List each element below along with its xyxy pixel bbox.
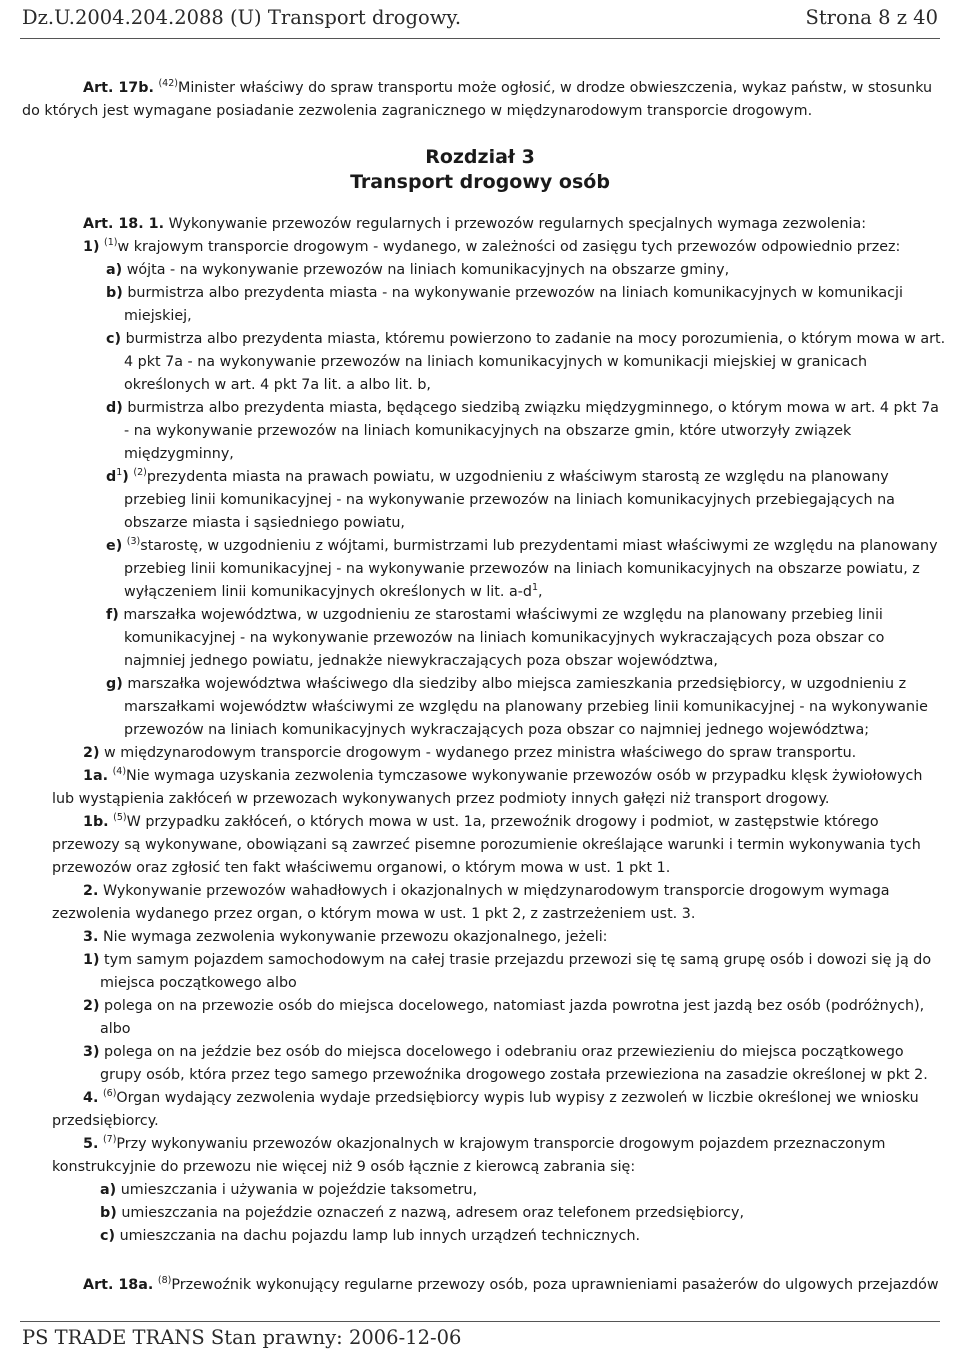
line-text: przedsiębiorcy. [52,1113,159,1129]
header-rule [20,38,940,39]
line-text: Wykonywanie przewozów wahadłowych i okazjonalnych w międzynarodowym transporcie drogowym wymaga [102,883,890,899]
text-line [83,1134,885,1154]
item-label: e) [106,538,123,554]
line-text: prezydenta miasta na prawach powiatu, w uzgodnieniu z właściwym starostą ze względu na planowany [146,469,889,485]
line-text: miejskiej, [124,308,192,324]
line-text: albo [100,1021,131,1037]
line-text: burmistrza albo prezydenta miasta - na wykonywanie przewozów na liniach komunikacyjnych w komunikacji [127,285,903,301]
line-text: umieszczania na dachu pojazdu lamp lub innych urządzeń technicznych. [119,1228,641,1244]
text-line [106,674,906,694]
line-text: umieszczania na pojeździe oznaczeń z nazwą, adresem oraz telefonem przedsiębiorcy, [121,1205,745,1221]
text-line [124,490,895,510]
item-label: 1b. [83,814,109,830]
text-line [52,904,695,924]
item-label: a) [106,262,123,278]
footnote-ref: (4) [112,766,127,777]
footnote-ref: (8) [157,1275,172,1286]
text-line [83,78,932,98]
line-text: burmistrza albo prezydenta miasta, któremu powierzono to zadanie na mocy porozumienia, o którym mowa w art. [125,331,946,347]
line-text: Organ wydający zezwolenia wydaje przedsiębiorcy wypis lub wypisy z zezwoleń w liczbie określonej we wniosku [116,1090,919,1106]
line-tail: , [538,584,543,600]
text-line [83,1042,904,1062]
footnote-ref: (1) [104,237,118,248]
text-line [52,858,670,878]
text-line [100,1226,640,1246]
line-text: miejsca początkowego albo [100,975,297,991]
line-text: zezwolenia wydanego przez organ, o którym mowa w ust. 1 pkt 2, z zastrzeżeniem ust. 3. [52,906,696,922]
item-label: a) [100,1182,117,1198]
line-text: przewozów na liniach komunikacyjnych wykraczających poza obszar co najmniej jednego województwa; [124,722,870,738]
line-text: burmistrza albo prezydenta miasta, będącego siedzibą związku międzygminnego, o którym mowa w art. 4 pkt 7a [127,400,939,416]
line-text: w krajowym transporcie drogowym - wydanego, w zależności od zasięgu tych przewozów odpowiednio przez: [117,239,901,255]
line-text: marszałka województwa, w uzgodnieniu ze starostami właściwymi ze względu na planowany przebieg linii [123,607,883,623]
line-text: tym samym pojazdem samochodowym na całej trasie przejazdu przewozi się tę samą grupę osób i dowozi się ją do [104,952,932,968]
line-text: przewozów oraz zgłosić ten fakt właściwemu organowi, o którym mowa w ust. 1 pkt 1. [52,860,671,876]
text-line [83,812,879,832]
text-line [83,996,924,1016]
label-superscript: 1 [116,467,123,478]
text-line [124,421,851,441]
line-text: marszałka województwa właściwego dla siedziby albo miejsca zamieszkania przedsiębiorcy, w uzgodnieniu z [127,676,907,692]
text-line [83,237,900,257]
item-label: 2) [83,745,100,761]
document-header-title: Dz.U.2004.204.2088 (U) Transport drogowy. [22,6,462,29]
footnote-ref: (7) [102,1134,117,1145]
line-text: przebieg linii komunikacyjnej - na wykonywanie przewozów na liniach komunikacyjnych na obszarze powiatu, z [124,561,920,577]
item-label: 2) [83,998,100,1014]
footnote-ref: (6) [102,1088,117,1099]
item-label: b) [106,285,123,301]
text-line [83,214,866,234]
line-text: przewozy są wykonywane, obowiązani są zawrzeć pisemne porozumienie określające warunki i termin wykonywania tych [52,837,921,853]
item-label: Art. 17b. [83,80,154,96]
text-line [83,766,922,786]
line-text: grupy osób, która przez tego samego przewoźnika drogowego została przewieziona na zasadzie określonej w pkt 2. [100,1067,928,1083]
item-label: g) [106,676,123,692]
line-text: konstrukcyjnie do przewozu nie więcej niż 9 osób łącznie z kierowcą zabrania się: [52,1159,636,1175]
text-line [124,444,234,464]
text-line [100,1019,131,1039]
text-line [52,789,829,809]
text-line [100,973,297,993]
text-line [106,467,889,487]
footnote-ref: (5) [113,812,127,823]
line-text: marszałkami województw właściwymi ze względu na planowany przebieg linii komunikacyjnej - na wykonywanie [124,699,928,715]
item-label: 1) [83,239,100,255]
item-label: 1a. [83,768,109,784]
line-text: określonych w art. 4 pkt 7a lit. a albo lit. b, [124,377,431,393]
line-text: wyłączeniem linii komunikacyjnych określonych w lit. a-d [124,584,532,600]
text-line [52,835,921,855]
item-label: 5. [83,1136,99,1152]
line-text: umieszczania i używania w pojeździe taksometru, [120,1182,478,1198]
line-text: - na wykonywanie przewozów na liniach komunikacyjnych na obszarze gmin, które utworzyły związek [124,423,852,439]
item-label: c) [106,331,122,347]
line-text: obszarze miasta i sąsiedniego powiatu, [124,515,405,531]
text-line [83,1275,939,1295]
item-label: Art. 18. 1. [83,216,165,232]
line-text: 4 pkt 7a - na wykonywanie przewozów na liniach komunikacyjnych w komunikacji miejskiej w granicach [124,354,868,370]
text-line [124,306,192,326]
text-line [124,352,867,372]
text-line [106,260,729,280]
line-text: polega on na jeździe bez osób do miejsca docelowego i odebraniu oraz przewiezieniu do miejsca początkowego [104,1044,904,1060]
text-line [106,329,945,349]
item-label: b) [100,1205,117,1221]
item-label: f) [106,607,119,623]
line-text: Nie wymaga zezwolenia wykonywanie przewozu okazjonalnego, jeżeli: [102,929,608,945]
line-text: międzygminny, [124,446,234,462]
item-label-suffix: ) [122,469,129,485]
line-text: lub wystąpienia zakłóceń w przewozach wykonywanych przez podmioty innych gałęzi niż transport drogowy. [52,791,830,807]
text-line [106,398,939,418]
line-text: najmniej jednego powiatu, jednakże niewykraczających poza obszar województwa, [124,653,718,669]
text-line [83,881,890,901]
text-line [83,950,931,970]
text-line [124,697,928,717]
line-text: komunikacyjnej - na wykonywanie przewozów na liniach komunikacyjnych wykraczających poza obszar co [124,630,885,646]
document-footer: PS TRADE TRANS Stan prawny: 2006-12-06 [22,1326,462,1349]
line-text: do których jest wymagane posiadanie zezwolenia zagranicznego w międzynarodowym transporcie drogowym. [22,103,813,119]
text-line [52,1111,159,1131]
chapter-number: Rozdział 3 [425,146,535,168]
item-label: 3) [83,1044,100,1060]
line-text: Wykonywanie przewozów regularnych i przewozów regularnych specjalnych wymaga zezwolenia: [168,216,867,232]
line-text: Nie wymaga uzyskania zezwolenia tymczasowe wykonywanie przewozów osób w przypadku klęsk żywiołowych [126,768,923,784]
line-text: w międzynarodowym transporcie drogowym - wydanego przez ministra właściwego do spraw transportu. [104,745,857,761]
line-text: W przypadku zakłóceń, o których mowa w ust. 1a, przewoźnik drogowy i podmiot, w zastępstwie którego [126,814,879,830]
item-label: Art. 18a. [83,1277,154,1293]
text-line [124,720,869,740]
item-label: 4. [83,1090,99,1106]
footnote-ref: (42) [158,78,178,89]
item-label: c) [100,1228,116,1244]
line-text: Przy wykonywaniu przewozów okazjonalnych w krajowym transporcie drogowym pojazdem przeznaczonym [116,1136,886,1152]
text-line [106,283,903,303]
footnote-ref: (3) [126,536,141,547]
text-line [52,1157,635,1177]
text-line [124,375,431,395]
footnote-ref: (2) [133,467,147,478]
item-label: d) [106,400,123,416]
item-label: 2. [83,883,99,899]
item-label: d [106,469,117,485]
text-line [22,101,812,121]
text-line [124,651,718,671]
text-line [124,628,884,648]
text-line [83,927,608,947]
text-line [124,559,920,579]
line-text: polega on na przewozie osób do miejsca docelowego, natomiast jazda powrotna jest jazdą bez osób (podróżnych), [104,998,925,1014]
item-label: 3. [83,929,99,945]
text-line [100,1180,477,1200]
chapter-title: Transport drogowy osób [350,171,610,193]
text-line [100,1065,928,1085]
line-text: starostę, w uzgodnieniu z wójtami, burmistrzami lub prezydentami miast właściwymi ze względu na planowany [140,538,938,554]
text-line [106,605,883,625]
text-line [100,1203,744,1223]
text-line [124,582,543,602]
item-label: 1) [83,952,100,968]
superscript: 1 [531,582,539,593]
footer-rule [20,1321,940,1322]
text-line [83,743,856,763]
line-text: Minister właściwy do spraw transportu może ogłosić, w drodze obwieszczenia, wykaz państw, w stosunku [177,80,933,96]
text-line [106,536,938,556]
text-line [83,1088,919,1108]
line-text: Przewoźnik wykonujący regularne przewozy osób, poza uprawnieniami pasażerów do ulgowych przejazdów [171,1277,939,1293]
page-number: Strona 8 z 40 [805,6,938,29]
line-text: przebieg linii komunikacyjnej - na wykonywanie przewozów na liniach komunikacyjnych przebiegających na [124,492,895,508]
text-line [124,513,405,533]
line-text: wójta - na wykonywanie przewozów na liniach komunikacyjnych na obszarze gminy, [126,262,730,278]
